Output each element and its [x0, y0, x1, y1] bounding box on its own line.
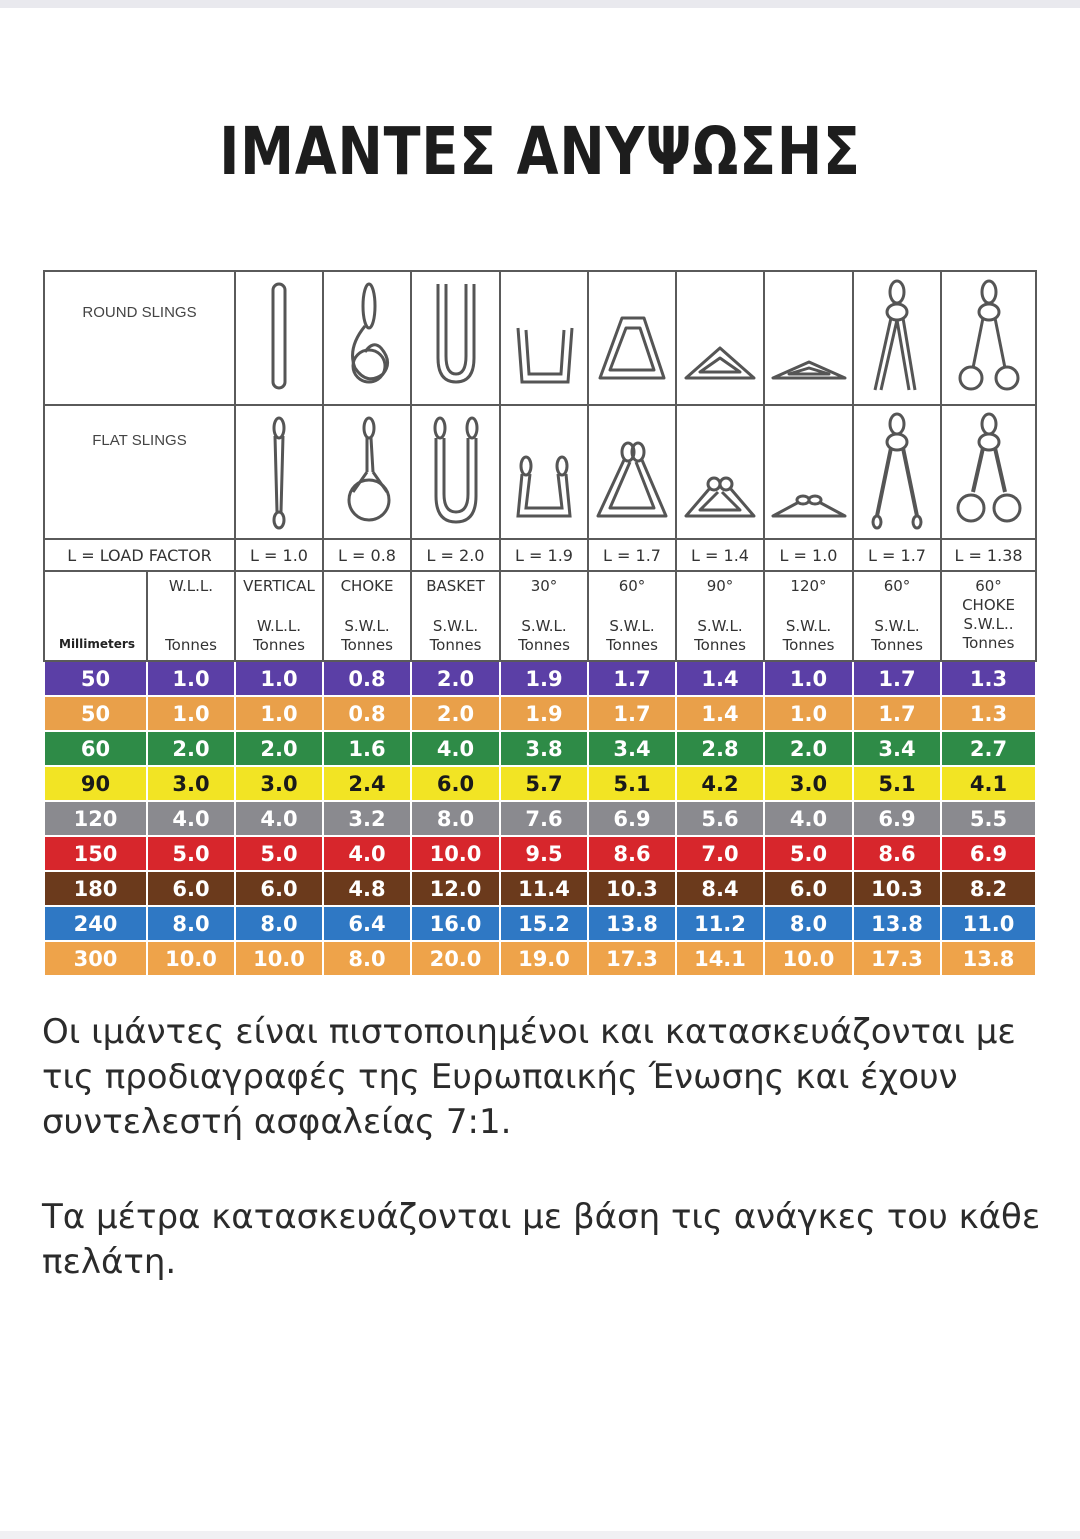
value-cell: 2.4 [323, 766, 411, 801]
column-header-row [44, 571, 1036, 661]
value-cell: 5.0 [147, 836, 235, 871]
value-cell: 9.5 [500, 836, 588, 871]
value-cell: 1.7 [588, 661, 676, 696]
load-factor-basket: L = 2.0 [411, 539, 500, 571]
value-cell: 10.3 [853, 871, 941, 906]
value-cell: 19.0 [500, 941, 588, 976]
value-cell: 6.9 [588, 801, 676, 836]
flat-vertical-diagram [235, 405, 323, 539]
table-row [44, 906, 1036, 941]
load-factor-30: L = 1.9 [500, 539, 588, 571]
table-row [44, 766, 1036, 801]
value-cell: 5.1 [588, 766, 676, 801]
header-mode: 60° [883, 577, 911, 595]
load-factor-label: L = LOAD FACTOR [44, 539, 235, 571]
value-cell: 11.4 [500, 871, 588, 906]
value-cell: 8.4 [676, 871, 764, 906]
bottom-strip [0, 1531, 1080, 1539]
value-cell: 3.4 [853, 731, 941, 766]
value-cell: 8.0 [235, 906, 323, 941]
top-status-strip [0, 0, 1080, 8]
header-rating: S.W.L. [874, 617, 920, 635]
value-cell: 1.3 [941, 661, 1036, 696]
value-cell: 13.8 [941, 941, 1036, 976]
value-cell: 13.8 [853, 906, 941, 941]
value-cell: 0.8 [323, 696, 411, 731]
load-factor-2leg-60: L = 1.7 [853, 539, 941, 571]
round-30-diagram [500, 271, 588, 405]
header-unit: Tonnes [429, 636, 482, 654]
value-cell: 5.0 [764, 836, 853, 871]
value-cell: 1.6 [323, 731, 411, 766]
header-rating: S.W.L. [609, 617, 655, 635]
header-mode: 30° [530, 577, 558, 595]
value-cell: 2.7 [941, 731, 1036, 766]
value-cell: 1.4 [676, 696, 764, 731]
flat-90-diagram [676, 405, 764, 539]
value-cell: 2.0 [411, 696, 500, 731]
value-cell: 6.0 [764, 871, 853, 906]
value-cell: 2.0 [411, 661, 500, 696]
table-row [44, 871, 1036, 906]
value-cell: 2.0 [764, 731, 853, 766]
value-cell: 1.0 [147, 661, 235, 696]
value-cell: 13.8 [588, 906, 676, 941]
value-cell: 8.6 [853, 836, 941, 871]
wll-header [147, 571, 235, 661]
value-cell: 5.6 [676, 801, 764, 836]
value-cell: 4.2 [676, 766, 764, 801]
header-unit: Tonnes [694, 636, 746, 654]
wll-header-unit: Tonnes [165, 636, 217, 654]
header-unit: Tonnes [341, 636, 393, 654]
capacity-rows [44, 661, 1036, 976]
load-factor-vertical: L = 1.0 [235, 539, 323, 571]
round-slings-label: ROUND SLINGS [44, 271, 235, 405]
capacity-table [43, 270, 1037, 977]
value-cell: 10.0 [147, 941, 235, 976]
header-rating: S.W.L. [521, 617, 567, 635]
header-choke [323, 571, 411, 661]
value-cell: 1.0 [147, 696, 235, 731]
size-cell: 300 [44, 941, 147, 976]
round-2leg-choke-diagram [941, 271, 1036, 405]
header-rating: S.W.L. [785, 617, 832, 635]
value-cell: 4.0 [764, 801, 853, 836]
header-vertical [235, 571, 323, 661]
value-cell: 3.0 [235, 766, 323, 801]
value-cell: 2.8 [676, 731, 764, 766]
value-cell: 3.0 [147, 766, 235, 801]
value-cell: 1.7 [588, 696, 676, 731]
header-mode: VERTICAL [243, 577, 315, 595]
value-cell: 1.0 [764, 661, 853, 696]
header-rating: W.L.L. [256, 617, 302, 635]
value-cell: 5.7 [500, 766, 588, 801]
flat-2leg-diagram [853, 405, 941, 539]
value-cell: 2.0 [235, 731, 323, 766]
flat-basket-diagram [411, 405, 500, 539]
header-unit: Tonnes [962, 634, 1015, 652]
flat-2leg-choke-diagram [941, 405, 1036, 539]
header-unit: Tonnes [253, 636, 305, 654]
value-cell: 3.4 [588, 731, 676, 766]
value-cell: 8.2 [941, 871, 1036, 906]
round-2leg-diagram [853, 271, 941, 405]
header-unit: Tonnes [782, 636, 835, 654]
wll-header-top: W.L.L. [168, 577, 214, 595]
value-cell: 5.1 [853, 766, 941, 801]
value-cell: 14.1 [676, 941, 764, 976]
flat-30-diagram [500, 405, 588, 539]
value-cell: 4.8 [323, 871, 411, 906]
size-cell: 150 [44, 836, 147, 871]
header-mode2: CHOKE [962, 596, 1015, 614]
value-cell: 11.2 [676, 906, 764, 941]
table-row [44, 661, 1036, 696]
table-row [44, 941, 1036, 976]
millimeters-header: Millimeters [44, 571, 147, 661]
value-cell: 4.1 [941, 766, 1036, 801]
value-cell: 0.8 [323, 661, 411, 696]
value-cell: 7.6 [500, 801, 588, 836]
value-cell: 6.4 [323, 906, 411, 941]
header-rating: S.W.L. [697, 617, 743, 635]
page-title: ΙΜΑΝΤΕΣ ΑΝΥΨΩΣΗΣ [219, 113, 861, 190]
value-cell: 3.0 [764, 766, 853, 801]
header-120-deg [764, 571, 853, 661]
header-rating: S.W.L.. [963, 615, 1014, 633]
load-factor-90: L = 1.4 [676, 539, 764, 571]
flat-choke-diagram [323, 405, 411, 539]
value-cell: 6.9 [941, 836, 1036, 871]
header-30-deg [500, 571, 588, 661]
value-cell: 6.0 [411, 766, 500, 801]
header-mode: 60° [618, 577, 646, 595]
value-cell: 1.0 [235, 661, 323, 696]
value-cell: 17.3 [853, 941, 941, 976]
value-cell: 4.0 [147, 801, 235, 836]
load-factor-row [44, 539, 1036, 571]
header-mode: 60° [975, 577, 1002, 595]
value-cell: 6.9 [853, 801, 941, 836]
header-unit: Tonnes [606, 636, 658, 654]
value-cell: 8.0 [411, 801, 500, 836]
size-cell: 180 [44, 871, 147, 906]
round-basket-diagram [411, 271, 500, 405]
round-120-diagram [764, 271, 853, 405]
header-2leg-60-deg [853, 571, 941, 661]
size-cell: 60 [44, 731, 147, 766]
table-row [44, 731, 1036, 766]
header-60-deg [588, 571, 676, 661]
value-cell: 10.0 [411, 836, 500, 871]
value-cell: 6.0 [235, 871, 323, 906]
flat-60-diagram [588, 405, 676, 539]
header-mode: CHOKE [340, 577, 394, 595]
header-2leg-choke [941, 571, 1036, 661]
value-cell: 5.0 [235, 836, 323, 871]
round-slings-row [44, 271, 1036, 405]
round-60-diagram [588, 271, 676, 405]
value-cell: 1.9 [500, 661, 588, 696]
round-choke-diagram [323, 271, 411, 405]
flat-120-diagram [764, 405, 853, 539]
value-cell: 15.2 [500, 906, 588, 941]
value-cell: 11.0 [941, 906, 1036, 941]
size-cell: 120 [44, 801, 147, 836]
sling-load-table [43, 270, 1035, 977]
header-rating: S.W.L. [432, 617, 479, 635]
header-90-deg [676, 571, 764, 661]
value-cell: 6.0 [147, 871, 235, 906]
value-cell: 10.3 [588, 871, 676, 906]
header-mode: 90° [706, 577, 734, 595]
value-cell: 8.0 [764, 906, 853, 941]
value-cell: 1.9 [500, 696, 588, 731]
custom-length-paragraph: Τα μέτρα κατασκευάζονται με βάση τις ανάγκες του κάθε πελάτη. [42, 1197, 1041, 1282]
header-mode: 120° [790, 577, 827, 595]
value-cell: 3.8 [500, 731, 588, 766]
table-row [44, 836, 1036, 871]
value-cell: 1.4 [676, 661, 764, 696]
header-unit: Tonnes [518, 636, 570, 654]
flat-slings-label: FLAT SLINGS [44, 405, 235, 539]
value-cell: 4.0 [323, 836, 411, 871]
certification-paragraph: Οι ιμάντες είναι πιστοποιημένοι και κατασκευάζονται με τις προδιαγραφές της Ευρωπαικής Ένωσης και έχουν συντελεστή ασφαλείας 7:1. [42, 1012, 1016, 1142]
value-cell: 4.0 [411, 731, 500, 766]
value-cell: 10.0 [235, 941, 323, 976]
value-cell: 2.0 [147, 731, 235, 766]
size-cell: 240 [44, 906, 147, 941]
value-cell: 1.7 [853, 696, 941, 731]
round-vertical-diagram [235, 271, 323, 405]
round-90-diagram [676, 271, 764, 405]
value-cell: 5.5 [941, 801, 1036, 836]
value-cell: 8.0 [323, 941, 411, 976]
value-cell: 17.3 [588, 941, 676, 976]
header-unit: Tonnes [871, 636, 923, 654]
value-cell: 16.0 [411, 906, 500, 941]
size-cell: 50 [44, 696, 147, 731]
header-mode: BASKET [426, 577, 485, 595]
value-cell: 20.0 [411, 941, 500, 976]
value-cell: 8.6 [588, 836, 676, 871]
value-cell: 1.0 [764, 696, 853, 731]
header-rating: S.W.L. [344, 617, 390, 635]
load-factor-choke: L = 0.8 [323, 539, 411, 571]
flat-slings-row [44, 405, 1036, 539]
load-factor-2leg-choke: L = 1.38 [941, 539, 1036, 571]
value-cell: 1.0 [235, 696, 323, 731]
value-cell: 3.2 [323, 801, 411, 836]
value-cell: 10.0 [764, 941, 853, 976]
load-factor-120: L = 1.0 [764, 539, 853, 571]
value-cell: 1.7 [853, 661, 941, 696]
table-row [44, 801, 1036, 836]
load-factor-60: L = 1.7 [588, 539, 676, 571]
value-cell: 8.0 [147, 906, 235, 941]
header-basket [411, 571, 500, 661]
value-cell: 4.0 [235, 801, 323, 836]
size-cell: 90 [44, 766, 147, 801]
table-row [44, 696, 1036, 731]
value-cell: 7.0 [676, 836, 764, 871]
size-cell: 50 [44, 661, 147, 696]
value-cell: 12.0 [411, 871, 500, 906]
value-cell: 1.3 [941, 696, 1036, 731]
